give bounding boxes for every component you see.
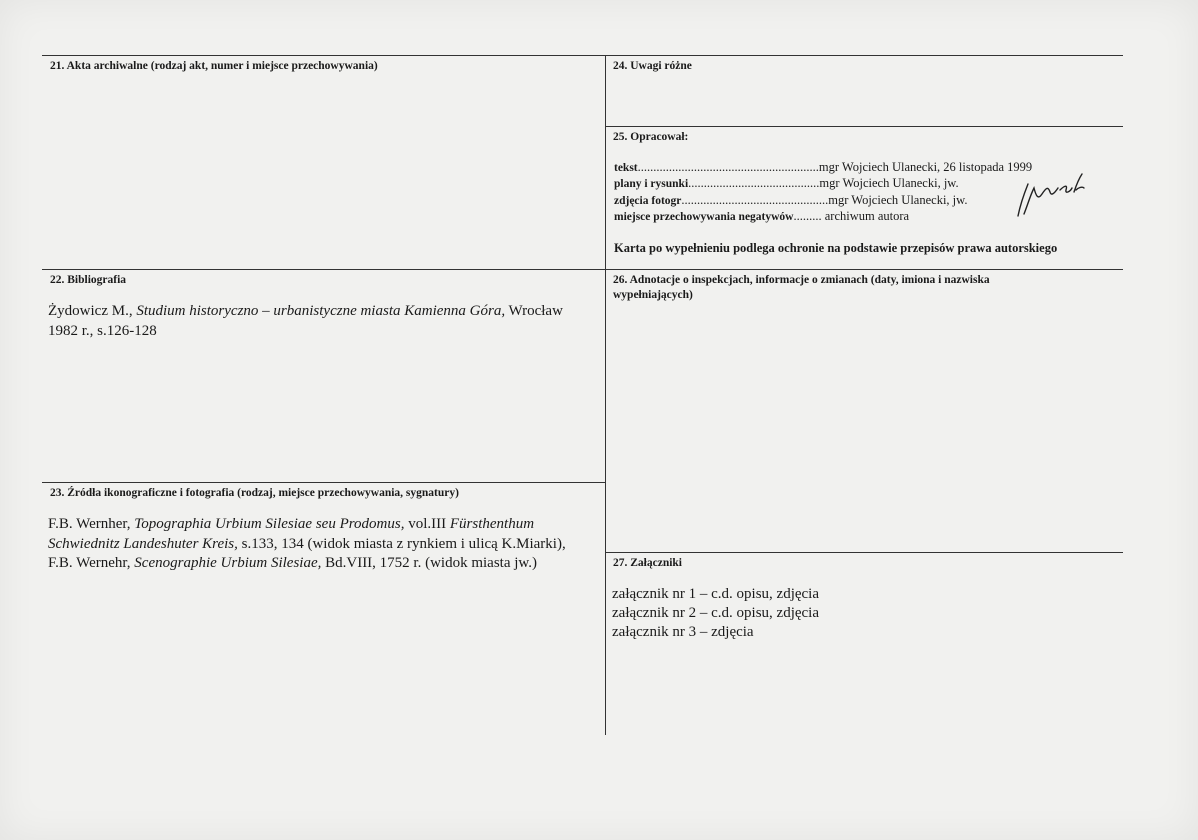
rule-25-26	[605, 269, 1123, 270]
section-23-header: 23. Źródła ikonograficzne i fotografia (rodzaj, miejsce przechowywania, sygnatury)	[50, 487, 459, 499]
source-1-subtitle: Fürsthenthum	[449, 516, 535, 532]
source-2-title: Scenographie Urbium Silesiae,	[134, 555, 322, 571]
section-24-header: 24. Uwagi różne	[613, 60, 692, 72]
credit-row-text	[614, 160, 1032, 175]
bibliography-title: Studium historyczno – urbanistyczne miasta Kamienna Góra,	[136, 303, 506, 319]
annex-item: załącznik nr 2 – c.d. opisu, zdjęcia	[612, 605, 819, 621]
bibliography-entry	[48, 302, 598, 341]
source-1-author: F.B. Wernher,	[48, 516, 135, 532]
credit-dots: ..........................................	[688, 176, 820, 190]
annex-item: załącznik nr 3 – zdjęcia	[612, 624, 754, 640]
iconography-sources	[48, 515, 604, 574]
rule-24-25	[605, 126, 1123, 127]
source-1-subtitle-cont: Schwiednitz Landeshuter Kreis,	[48, 535, 238, 552]
credit-label: miejsce przechowywania negatywów	[614, 211, 794, 223]
credit-label: zdjęcia fotogr	[614, 195, 682, 207]
bibliography-year-pages: 1982 r., s.126-128	[48, 322, 157, 339]
bibliography-author: Żydowicz M.,	[48, 303, 137, 319]
section-27-header: 27. Załączniki	[613, 557, 683, 569]
annex-item: załącznik nr 1 – c.d. opisu, zdjęcia	[612, 586, 819, 602]
source-2-author: F.B. Wernehr,	[48, 555, 135, 571]
copyright-notice: Karta po wypełnieniu podlega ochronie na podstawie przepisów prawa autorskiego	[614, 241, 1058, 255]
credit-label: tekst	[614, 162, 638, 174]
source-2-details: Bd.VIII, 1752 r. (widok miasta jw.)	[321, 555, 538, 571]
section-26-header-line2: wypełniających)	[613, 289, 693, 301]
credit-value: mgr Wojciech Ulanecki, jw.	[819, 176, 959, 190]
signature-image	[1010, 170, 1090, 222]
credit-dots: ..........................................................	[637, 160, 819, 174]
section-22-header: 22. Bibliografia	[50, 274, 127, 286]
credit-label: plany i rysunki	[614, 178, 689, 190]
credit-row-photos	[614, 193, 967, 208]
section-25-header: 25. Opracował:	[613, 131, 689, 143]
section-26-header	[613, 273, 1113, 303]
column-divider	[605, 55, 606, 735]
rule-26-27	[605, 552, 1123, 553]
source-1-title: Topographia Urbium Silesiae seu Prodomus,	[134, 516, 405, 532]
top-rule	[42, 55, 1123, 56]
credit-row-plans	[614, 176, 959, 191]
source-1-volume: vol.III	[404, 516, 450, 532]
credit-value: mgr Wojciech Ulanecki, jw.	[828, 193, 968, 207]
credit-row-negatives	[614, 209, 909, 224]
credit-dots: .........	[793, 209, 825, 223]
credit-dots: ...............................................	[681, 193, 829, 207]
section-21-header: 21. Akta archiwalne (rodzaj akt, numer i miejsce przechowywania)	[50, 60, 378, 72]
section-26-header-line1: 26. Adnotacje o inspekcjach, informacje o zmianach (daty, imiona i nazwiska	[613, 274, 990, 286]
rule-22-23	[42, 482, 605, 483]
credit-value: mgr Wojciech Ulanecki, 26 listopada 1999	[818, 160, 1033, 174]
rule-21-22	[42, 269, 605, 270]
bibliography-place: Wrocław	[505, 303, 563, 319]
credit-value: archiwum autora	[824, 209, 910, 223]
source-1-pages: s.133, 134 (widok miasta z rynkiem i ulicą K.Miarki),	[237, 535, 566, 552]
